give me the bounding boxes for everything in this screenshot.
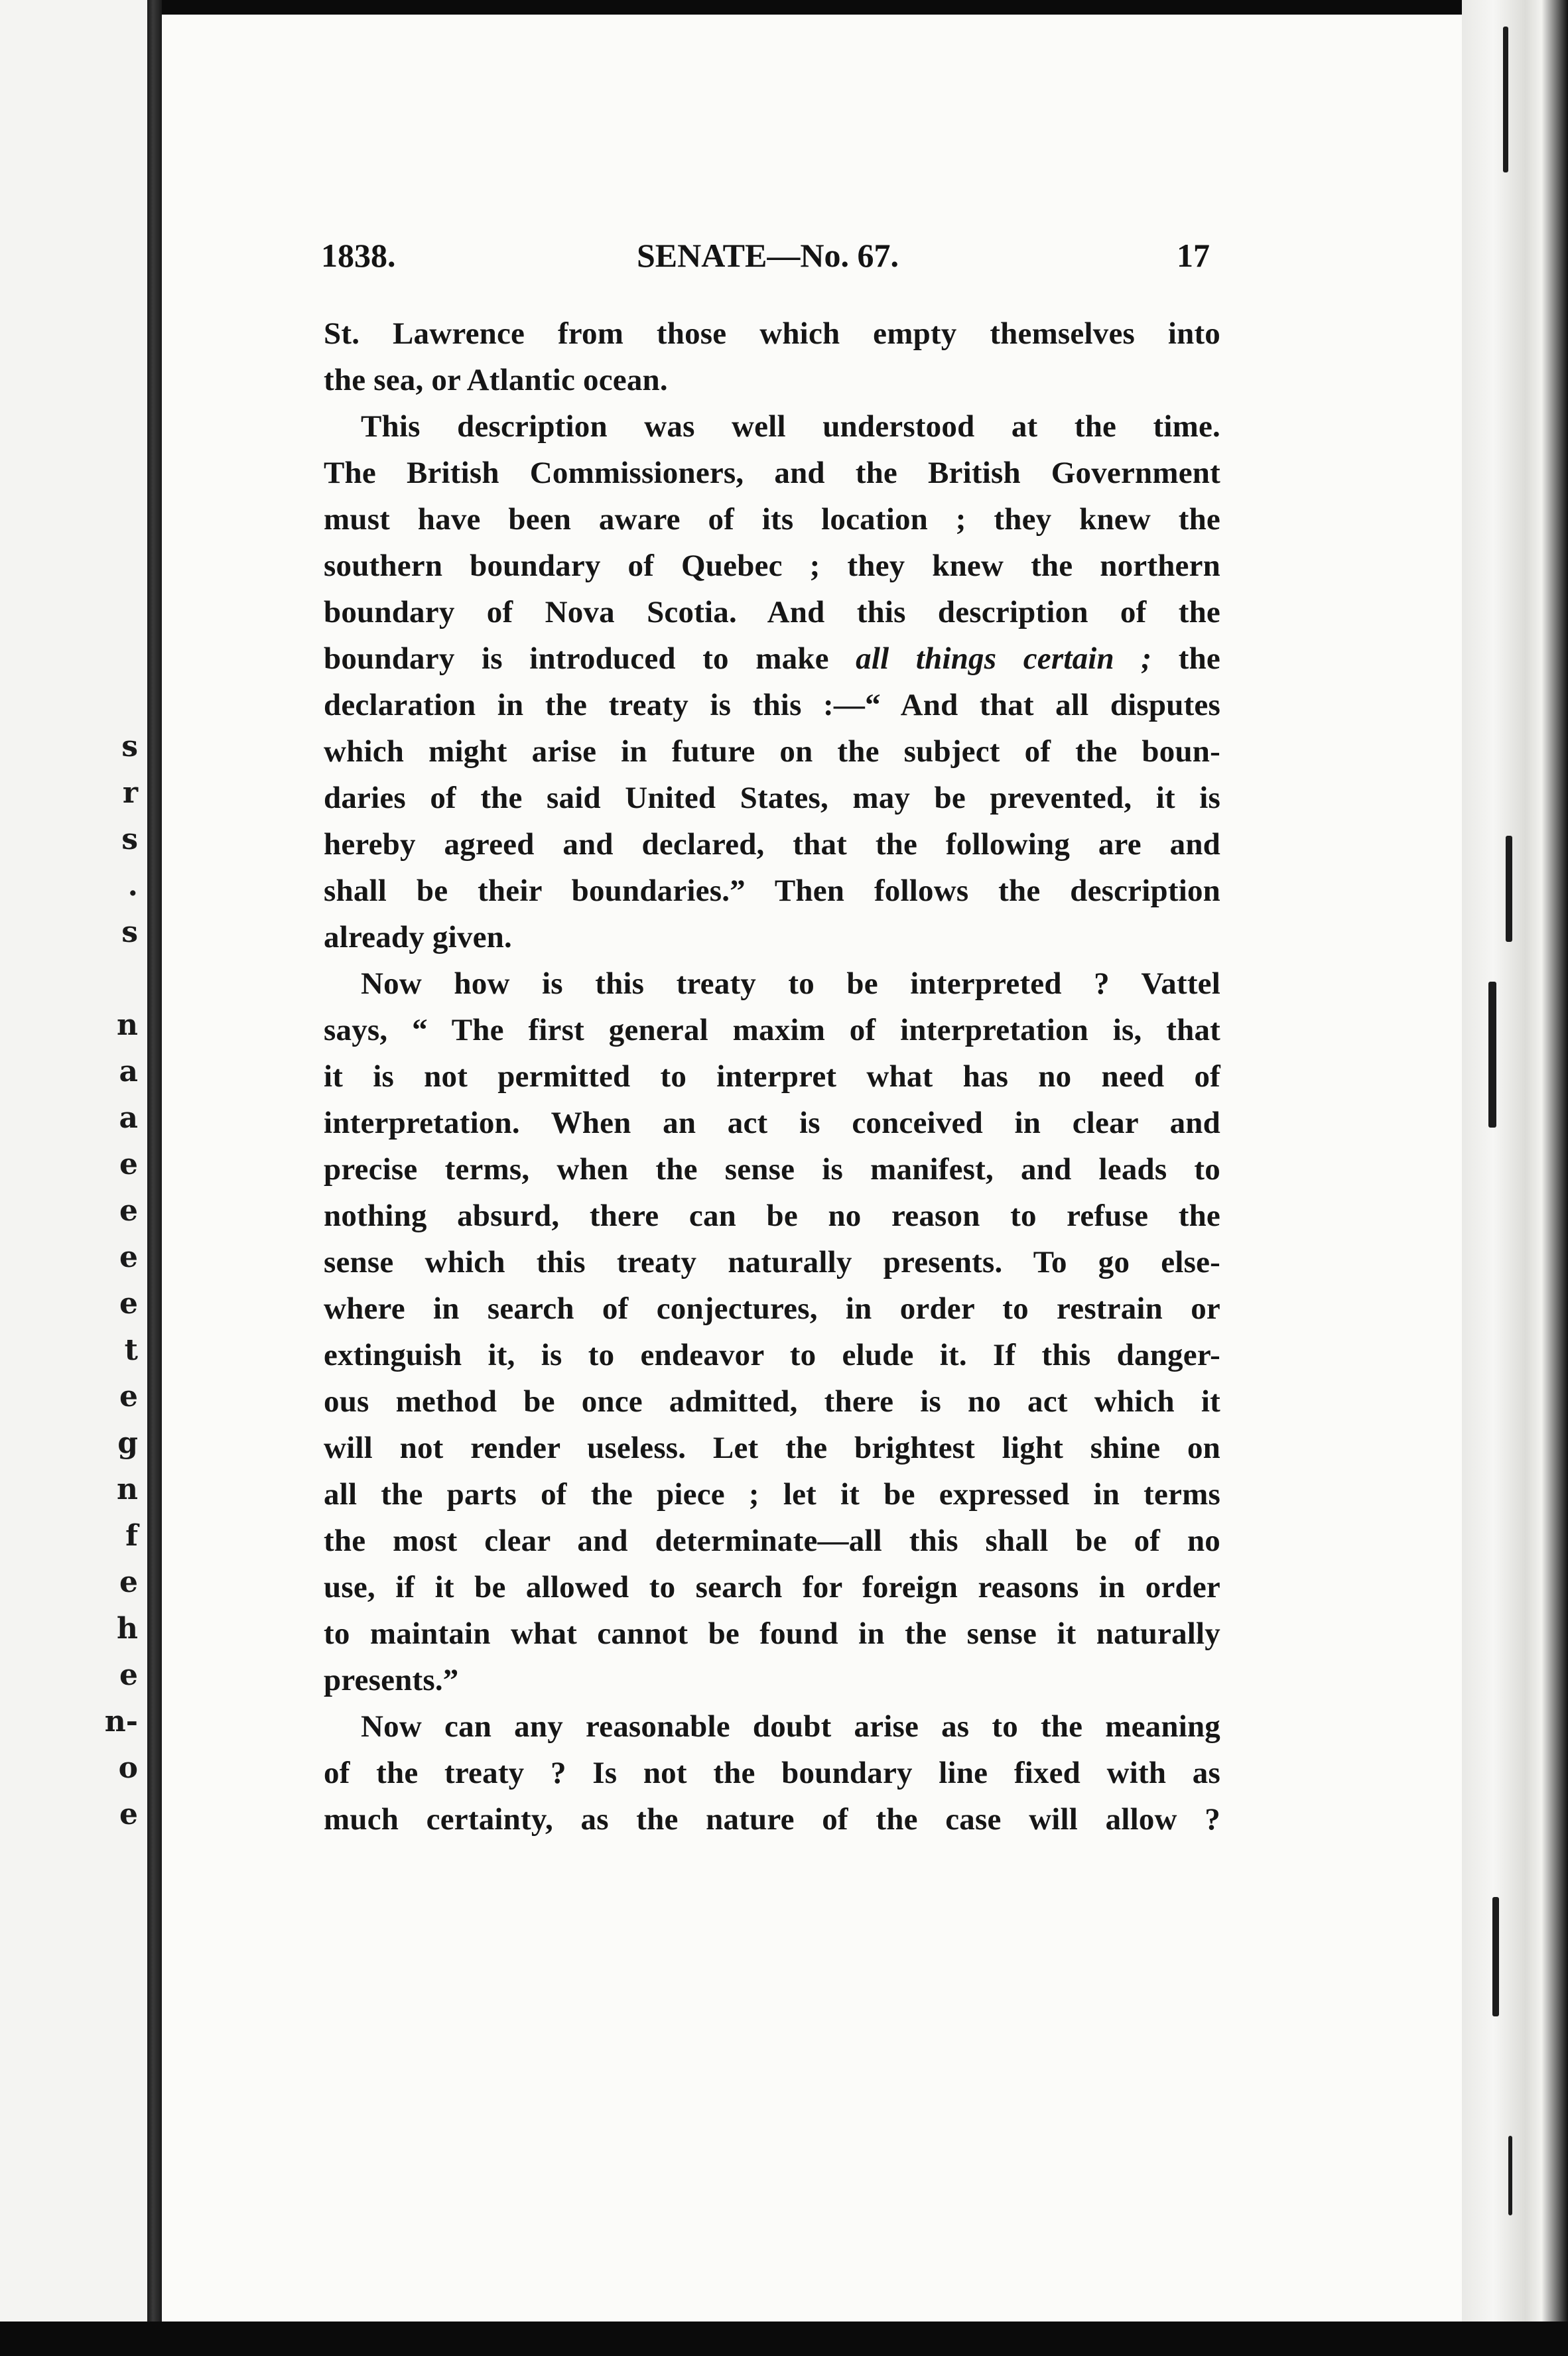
text-line: where in search of conjectures, in order to restrain or: [324, 1291, 1220, 1326]
text-line: The British Commissioners, and the British Government: [324, 456, 1220, 490]
prev-letter: t: [124, 1333, 138, 1367]
scan-bottom-border: [0, 2322, 1568, 2356]
text-line: nothing absurd, there can be no reason to refuse the: [324, 1199, 1220, 1233]
running-header: [321, 236, 1210, 283]
text-line: southern boundary of Quebec ; they knew the northern: [324, 549, 1220, 583]
text-line: to maintain what cannot be found in the sense it naturally: [324, 1616, 1220, 1651]
text-line: of the treaty ? Is not the boundary line fixed with as: [324, 1756, 1220, 1790]
prev-letter: n: [117, 1008, 138, 1042]
prev-letter: a: [119, 1101, 138, 1135]
edge-shadow-mark: [1508, 2136, 1512, 2215]
text-line: ous method be once admitted, there is no act which it: [324, 1384, 1220, 1419]
text-line: already given.: [324, 920, 512, 954]
text-fragment: boundary is introduced to make: [324, 641, 829, 676]
text-line: hereby agreed and declared, that the following are and: [324, 827, 1220, 862]
italic-phrase: all things certain ;: [856, 641, 1152, 676]
text-fragment: the: [1178, 641, 1220, 676]
header-year: 1838.: [321, 237, 396, 274]
text-line: presents.”: [324, 1663, 459, 1697]
text-line: shall be their boundaries.” Then follows the description: [324, 874, 1220, 908]
text-line: which might arise in future on the subject of the boun-: [324, 734, 1220, 769]
prev-letter: r: [122, 776, 138, 810]
edge-shadow-mark: [1488, 982, 1496, 1128]
prev-letter: e: [119, 1658, 138, 1692]
prev-letter: h: [117, 1612, 138, 1646]
prev-letter: e: [119, 1287, 138, 1321]
text-line: interpretation. When an act is conceived in clear and: [324, 1106, 1220, 1140]
right-page-edge: [1462, 0, 1568, 2356]
text-line: the most clear and determinate—all this shall be of no: [324, 1524, 1220, 1558]
text-line: sense which this treaty naturally presents. To go else-: [324, 1245, 1220, 1279]
prev-letter: e: [119, 1565, 138, 1599]
prev-letter: f: [125, 1519, 138, 1553]
book-gutter: [147, 0, 162, 2356]
edge-shadow-mark: [1506, 836, 1512, 942]
text-line: says, “ The first general maxim of interpretation is, that: [324, 1013, 1220, 1047]
text-line: Now can any reasonable doubt arise as to the meaning: [361, 1709, 1220, 1744]
paragraph-1: [324, 310, 1220, 403]
prev-letter: a: [119, 1055, 138, 1088]
body-text: [324, 310, 1220, 1843]
prev-letter: o: [118, 1751, 138, 1785]
edge-shadow-mark: [1492, 1897, 1499, 2016]
text-line: Now how is this treaty to be interpreted ? Vattel: [361, 966, 1220, 1001]
paragraph-2: [324, 403, 1220, 960]
text-line: the sea, or Atlantic ocean.: [324, 363, 668, 397]
prev-letter: e: [119, 1147, 138, 1181]
text-line: boundary of Nova Scotia. And this description of the: [324, 595, 1220, 629]
prev-letter: e: [119, 1194, 138, 1228]
text-line: daries of the said United States, may be prevented, it is: [324, 781, 1220, 815]
edge-shadow-mark: [1503, 27, 1508, 172]
text-line: must have been aware of its location ; they knew the: [324, 502, 1220, 537]
prev-letter: e: [119, 1798, 138, 1831]
text-line: This description was well understood at the time.: [361, 409, 1220, 444]
paragraph-4: [324, 1703, 1220, 1843]
text-line: extinguish it, is to endeavor to elude it. If this danger-: [324, 1338, 1220, 1372]
text-line: will not render useless. Let the brightest light shine on: [324, 1431, 1220, 1465]
prev-letter: s: [121, 915, 138, 949]
paragraph-3: [324, 960, 1220, 1703]
text-line: precise terms, when the sense is manifest, and leads to: [324, 1152, 1220, 1187]
text-line: declaration in the treaty is this :—“ And that all disputes: [324, 688, 1220, 722]
previous-page-text-fragments: [0, 0, 147, 2356]
text-line: it is not permitted to interpret what has no need of: [324, 1059, 1220, 1094]
prev-letter: g: [117, 1426, 138, 1460]
text-line: use, if it be allowed to search for foreign reasons in order: [324, 1570, 1220, 1604]
prev-letter: e: [119, 1380, 138, 1413]
prev-letter: n: [117, 1473, 138, 1506]
prev-letter: e: [119, 1240, 138, 1274]
page-number: 17: [1177, 237, 1210, 274]
text-line-with-italic: [324, 635, 1220, 682]
text-line: all the parts of the piece ; let it be expressed in terms: [324, 1477, 1220, 1512]
prev-letter: n-: [104, 1705, 138, 1738]
prev-letter: .: [127, 869, 138, 903]
header-title: SENATE—No. 67.: [637, 237, 899, 274]
prev-letter: s: [121, 822, 138, 856]
prev-letter: s: [121, 730, 138, 763]
text-line: St. Lawrence from those which empty themselves into: [324, 316, 1220, 351]
text-line: much certainty, as the nature of the case will allow ?: [324, 1802, 1220, 1837]
